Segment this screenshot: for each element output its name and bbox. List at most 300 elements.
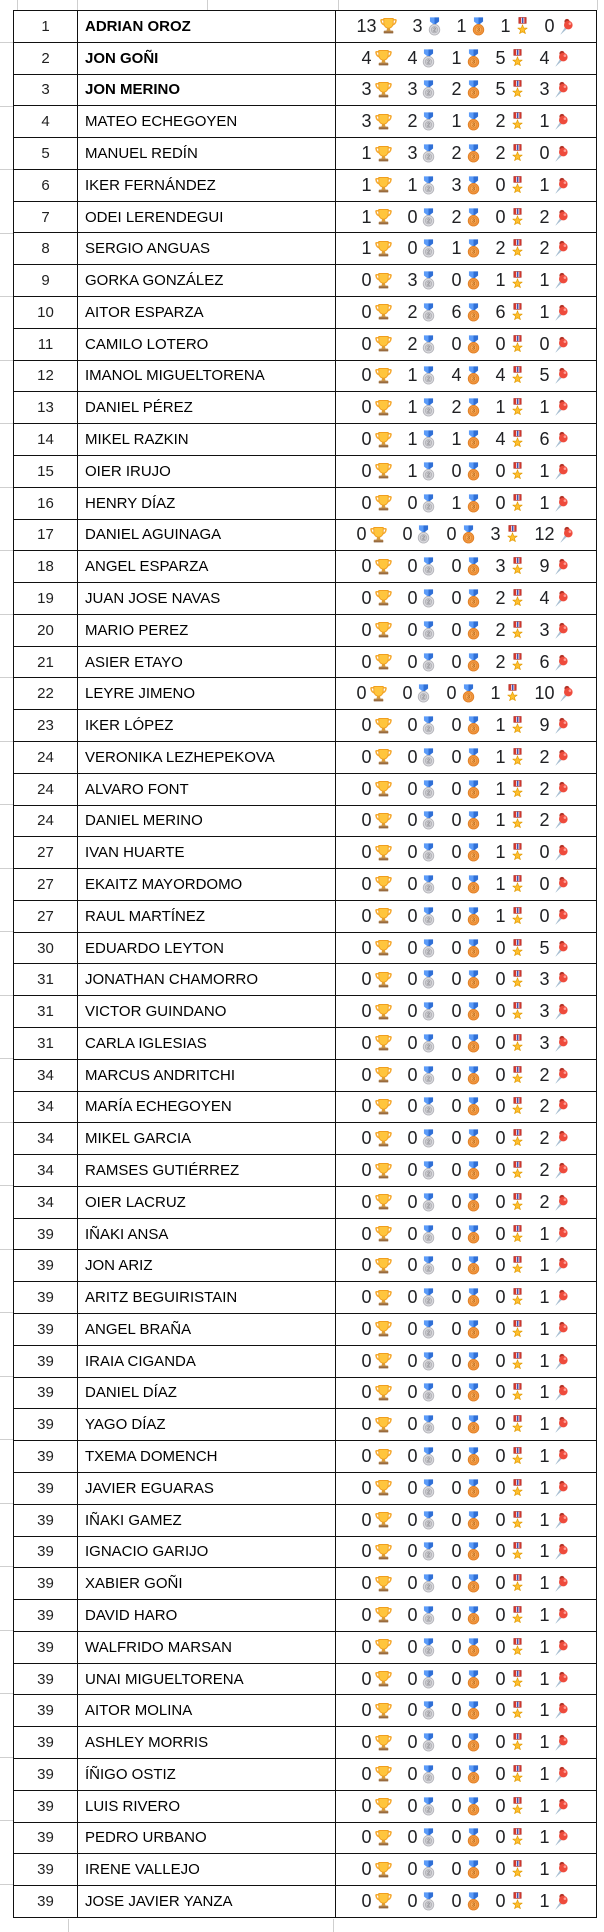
pushpin-icon xyxy=(552,557,571,576)
table-row[interactable] xyxy=(14,1694,596,1726)
rank-cell[interactable]: 39 xyxy=(14,1759,78,1790)
name-cell[interactable]: JON ARIZ xyxy=(78,1250,336,1281)
stat-value: 0 xyxy=(451,842,462,863)
stats-cell[interactable] xyxy=(336,710,596,741)
table-row[interactable] xyxy=(14,963,596,995)
name-cell[interactable]: MARÍA ECHEGOYEN xyxy=(78,1092,336,1123)
rank-cell[interactable]: 15 xyxy=(14,456,78,487)
stat-value: 0 xyxy=(451,1382,462,1403)
name-cell[interactable]: IÑAKI GAMEZ xyxy=(78,1505,336,1536)
table-row[interactable] xyxy=(14,1790,596,1822)
name-cell[interactable]: LEYRE JIMENO xyxy=(78,678,336,709)
name-cell[interactable]: UNAI MIGUELTORENA xyxy=(78,1664,336,1695)
rank-cell[interactable]: 27 xyxy=(14,869,78,900)
stat-pair xyxy=(407,334,438,355)
stat-value: 0 xyxy=(495,174,506,195)
name-cell[interactable]: EDUARDO LEYTON xyxy=(78,933,336,964)
name-cell[interactable]: IKER LÓPEZ xyxy=(78,710,336,741)
name-cell[interactable]: SERGIO ANGUAS xyxy=(78,233,336,264)
rank-cell[interactable]: 39 xyxy=(14,1346,78,1377)
rank-cell[interactable]: 39 xyxy=(14,1473,78,1504)
table-row[interactable] xyxy=(14,201,596,233)
stats-cell[interactable] xyxy=(336,329,596,360)
stats-cell[interactable] xyxy=(336,806,596,837)
rank-cell[interactable]: 27 xyxy=(14,901,78,932)
rank-cell[interactable]: 24 xyxy=(14,774,78,805)
stat-value: 0 xyxy=(451,937,462,958)
silver-medal-icon xyxy=(419,1002,438,1021)
stats-cell[interactable] xyxy=(336,1727,596,1758)
name-cell[interactable]: HENRY DÍAZ xyxy=(78,488,336,519)
name-cell[interactable]: MIKEL GARCIA xyxy=(78,1123,336,1154)
table-row[interactable] xyxy=(14,296,596,328)
stats-cell[interactable] xyxy=(336,43,596,74)
rank-cell[interactable]: 24 xyxy=(14,742,78,773)
rank-cell[interactable]: 39 xyxy=(14,1886,78,1917)
stats-cell[interactable] xyxy=(336,1886,596,1917)
stats-cell[interactable] xyxy=(336,297,596,328)
rank-cell[interactable]: 9 xyxy=(14,265,78,296)
table-row[interactable] xyxy=(14,105,596,137)
military-medal-icon xyxy=(508,907,527,926)
stats-cell[interactable] xyxy=(336,1028,596,1059)
stats-cell[interactable] xyxy=(336,1060,596,1091)
stat-pair xyxy=(496,1859,527,1880)
table-row[interactable] xyxy=(14,1853,596,1885)
stats-cell[interactable] xyxy=(336,1473,596,1504)
stats-cell[interactable] xyxy=(336,1664,596,1695)
rank-cell[interactable]: 34 xyxy=(14,1060,78,1091)
stats-cell[interactable] xyxy=(336,551,596,582)
name-cell[interactable]: JUAN JOSE NAVAS xyxy=(78,583,336,614)
table-row[interactable] xyxy=(14,1186,596,1218)
stat-pair xyxy=(361,365,394,386)
name-cell[interactable]: ASHLEY MORRIS xyxy=(78,1727,336,1758)
stats-cell[interactable] xyxy=(336,1219,596,1250)
stats-cell[interactable] xyxy=(336,1187,596,1218)
name-cell[interactable]: XABIER GOÑI xyxy=(78,1568,336,1599)
stats-cell[interactable] xyxy=(336,75,596,106)
gridline xyxy=(0,550,13,551)
stat-pair xyxy=(540,48,571,69)
stats-cell[interactable] xyxy=(336,1282,596,1313)
stats-cell[interactable] xyxy=(336,233,596,264)
name-cell[interactable]: DANIEL MERINO xyxy=(78,806,336,837)
table-row[interactable] xyxy=(14,232,596,264)
rank-cell[interactable]: 31 xyxy=(14,964,78,995)
table-row[interactable] xyxy=(14,1154,596,1186)
rank-cell[interactable]: 39 xyxy=(14,1282,78,1313)
name-cell[interactable]: JAVIER EGUARAS xyxy=(78,1473,336,1504)
table-row[interactable] xyxy=(14,328,596,360)
gridline xyxy=(0,1249,13,1250)
rank-cell[interactable]: 39 xyxy=(14,1632,78,1663)
stats-cell[interactable] xyxy=(336,1314,596,1345)
rank-cell[interactable]: 6 xyxy=(14,170,78,201)
silver-medal-icon xyxy=(419,811,438,830)
name-cell[interactable]: YAGO DÍAZ xyxy=(78,1409,336,1440)
stat-value: 1 xyxy=(451,429,462,450)
trophy-icon xyxy=(373,398,394,418)
stats-cell[interactable] xyxy=(336,424,596,455)
name-cell[interactable]: OIER IRUJO xyxy=(78,456,336,487)
rank-cell[interactable]: 39 xyxy=(14,1727,78,1758)
stat-value: 2 xyxy=(495,619,506,640)
silver-medal-icon xyxy=(419,875,438,894)
rank-cell[interactable]: 16 xyxy=(14,488,78,519)
stats-cell[interactable] xyxy=(336,901,596,932)
stat-pair xyxy=(496,207,527,228)
table-row[interactable] xyxy=(14,1408,596,1440)
stats-cell[interactable] xyxy=(336,138,596,169)
rank-cell[interactable]: 39 xyxy=(14,1409,78,1440)
stat-pair xyxy=(407,1605,438,1626)
stats-cell[interactable] xyxy=(336,1537,596,1568)
stats-cell[interactable] xyxy=(336,1759,596,1790)
stats-cell[interactable] xyxy=(336,1378,596,1409)
stats-cell[interactable] xyxy=(336,202,596,233)
table-row[interactable] xyxy=(14,1059,596,1091)
table-row[interactable] xyxy=(14,741,596,773)
stats-cell[interactable] xyxy=(336,742,596,773)
table-row[interactable] xyxy=(14,582,596,614)
table-row[interactable] xyxy=(14,1281,596,1313)
stat-pair xyxy=(451,207,482,228)
stat-pair xyxy=(407,1001,438,1022)
name-cell[interactable]: JONATHAN CHAMORRO xyxy=(78,964,336,995)
stats-cell[interactable] xyxy=(336,1600,596,1631)
rank-cell[interactable]: 31 xyxy=(14,996,78,1027)
name-cell[interactable]: ARITZ BEGUIRISTAIN xyxy=(78,1282,336,1313)
stat-pair xyxy=(540,1065,571,1086)
military-medal-icon xyxy=(508,1733,527,1752)
table-row[interactable] xyxy=(14,932,596,964)
table-row[interactable] xyxy=(14,900,596,932)
table-row[interactable] xyxy=(14,137,596,169)
rank-cell[interactable]: 39 xyxy=(14,1791,78,1822)
rank-cell[interactable]: 39 xyxy=(14,1314,78,1345)
table-row[interactable] xyxy=(14,42,596,74)
name-cell[interactable]: CAMILO LOTERO xyxy=(78,329,336,360)
pushpin-icon xyxy=(552,462,571,481)
stat-pair xyxy=(496,906,527,927)
rank-cell[interactable]: 30 xyxy=(14,933,78,964)
table-row[interactable] xyxy=(14,519,596,551)
rank-cell[interactable]: 39 xyxy=(14,1568,78,1599)
rank-cell[interactable]: 11 xyxy=(14,329,78,360)
stats-cell[interactable] xyxy=(336,456,596,487)
bronze-medal-icon xyxy=(464,1320,483,1339)
rank-cell[interactable]: 34 xyxy=(14,1123,78,1154)
name-cell[interactable]: IKER FERNÁNDEZ xyxy=(78,170,336,201)
military-medal-icon xyxy=(508,1765,527,1784)
name-cell[interactable]: ADRIAN OROZ xyxy=(78,11,336,42)
name-cell[interactable]: ALVARO FONT xyxy=(78,774,336,805)
name-cell[interactable]: TXEMA DOMENCH xyxy=(78,1441,336,1472)
name-cell[interactable]: PEDRO URBANO xyxy=(78,1823,336,1854)
stats-cell[interactable] xyxy=(336,647,596,678)
table-row[interactable] xyxy=(14,868,596,900)
stats-cell[interactable] xyxy=(336,583,596,614)
table-row[interactable] xyxy=(14,11,596,42)
stat-value: 1 xyxy=(539,1795,550,1816)
name-cell[interactable]: CARLA IGLESIAS xyxy=(78,1028,336,1059)
table-row[interactable] xyxy=(14,169,596,201)
stat-pair xyxy=(361,1096,394,1117)
name-cell[interactable]: AITOR ESPARZA xyxy=(78,297,336,328)
table-row[interactable] xyxy=(14,1472,596,1504)
table-row[interactable] xyxy=(14,264,596,296)
table-row[interactable] xyxy=(14,1822,596,1854)
table-row[interactable] xyxy=(14,74,596,106)
table-row[interactable] xyxy=(14,1758,596,1790)
table-row[interactable] xyxy=(14,1885,596,1917)
name-cell[interactable]: ODEI LERENDEGUI xyxy=(78,202,336,233)
table-row[interactable] xyxy=(14,1440,596,1472)
name-cell[interactable]: DANIEL DÍAZ xyxy=(78,1378,336,1409)
rank-cell[interactable]: 39 xyxy=(14,1505,78,1536)
stats-cell[interactable] xyxy=(336,678,596,709)
stats-cell[interactable] xyxy=(336,392,596,423)
stats-cell[interactable] xyxy=(336,1791,596,1822)
stat-pair xyxy=(361,1510,394,1531)
rank-cell[interactable]: 19 xyxy=(14,583,78,614)
name-cell[interactable]: ÍÑIGO OSTIZ xyxy=(78,1759,336,1790)
rank-cell[interactable]: 23 xyxy=(14,710,78,741)
name-cell[interactable]: WALFRIDO MARSAN xyxy=(78,1632,336,1663)
name-cell[interactable]: IVAN HUARTE xyxy=(78,837,336,868)
name-cell[interactable]: JOSE JAVIER YANZA xyxy=(78,1886,336,1917)
stats-cell[interactable] xyxy=(336,488,596,519)
stat-pair xyxy=(407,1669,438,1690)
stat-value: 0 xyxy=(361,1191,372,1212)
stats-cell[interactable] xyxy=(336,1568,596,1599)
stats-cell[interactable] xyxy=(336,106,596,137)
stats-cell[interactable] xyxy=(336,1092,596,1123)
rank-cell[interactable]: 13 xyxy=(14,392,78,423)
bronze-medal-icon xyxy=(464,303,483,322)
name-cell[interactable]: JON MERINO xyxy=(78,75,336,106)
table-row[interactable] xyxy=(14,1313,596,1345)
name-cell[interactable]: MATEO ECHEGOYEN xyxy=(78,106,336,137)
rank-cell[interactable]: 12 xyxy=(14,361,78,392)
rank-cell[interactable]: 39 xyxy=(14,1537,78,1568)
table-row[interactable] xyxy=(14,646,596,678)
rank-cell[interactable]: 3 xyxy=(14,75,78,106)
name-cell[interactable]: MANUEL REDÍN xyxy=(78,138,336,169)
stats-cell[interactable] xyxy=(336,615,596,646)
stat-pair xyxy=(496,1605,527,1626)
stat-value: 2 xyxy=(495,111,506,132)
name-cell[interactable]: DAVID HARO xyxy=(78,1600,336,1631)
name-cell[interactable]: AITOR MOLINA xyxy=(78,1695,336,1726)
stats-cell[interactable] xyxy=(336,1505,596,1536)
name-cell[interactable]: RAMSES GUTIÉRREZ xyxy=(78,1155,336,1186)
rank-cell[interactable]: 39 xyxy=(14,1695,78,1726)
table-row[interactable] xyxy=(14,614,596,646)
rank-cell[interactable]: 34 xyxy=(14,1155,78,1186)
stat-pair xyxy=(496,1891,527,1912)
trophy-icon xyxy=(373,302,394,322)
rank-cell[interactable]: 39 xyxy=(14,1600,78,1631)
rank-cell[interactable]: 4 xyxy=(14,106,78,137)
table-row[interactable] xyxy=(14,709,596,741)
table-row[interactable] xyxy=(14,995,596,1027)
table-row[interactable] xyxy=(14,360,596,392)
table-row[interactable] xyxy=(14,773,596,805)
table-row[interactable] xyxy=(14,550,596,582)
military-medal-icon xyxy=(508,1701,527,1720)
rank-cell[interactable]: 39 xyxy=(14,1664,78,1695)
stats-cell[interactable] xyxy=(336,170,596,201)
stats-cell[interactable] xyxy=(336,1441,596,1472)
stats-cell[interactable] xyxy=(336,837,596,868)
rank-cell[interactable]: 7 xyxy=(14,202,78,233)
name-cell[interactable]: OIER LACRUZ xyxy=(78,1187,336,1218)
name-cell[interactable]: VERONIKA LEZHEPEKOVA xyxy=(78,742,336,773)
table-row[interactable] xyxy=(14,1122,596,1154)
table-row[interactable] xyxy=(14,1377,596,1409)
stat-value: 2 xyxy=(539,810,550,831)
table-row[interactable] xyxy=(14,1027,596,1059)
name-cell[interactable]: MIKEL RAZKIN xyxy=(78,424,336,455)
rank-cell[interactable]: 39 xyxy=(14,1250,78,1281)
rank-cell[interactable]: 21 xyxy=(14,647,78,678)
stats-cell[interactable] xyxy=(336,265,596,296)
stat-value: 0 xyxy=(451,1795,462,1816)
stat-value: 0 xyxy=(495,937,506,958)
name-cell[interactable]: IÑAKI ANSA xyxy=(78,1219,336,1250)
stat-value: 2 xyxy=(407,111,418,132)
stat-pair xyxy=(451,1128,482,1149)
rank-cell[interactable]: 39 xyxy=(14,1823,78,1854)
name-cell[interactable]: IRAIA CIGANDA xyxy=(78,1346,336,1377)
rank-cell[interactable]: 1 xyxy=(14,11,78,42)
name-cell[interactable]: IGNACIO GARIJO xyxy=(78,1537,336,1568)
table-row[interactable] xyxy=(14,1249,596,1281)
name-cell[interactable]: ANGEL ESPARZA xyxy=(78,551,336,582)
stats-cell[interactable] xyxy=(336,1632,596,1663)
rank-cell[interactable]: 2 xyxy=(14,43,78,74)
rank-cell[interactable]: 34 xyxy=(14,1187,78,1218)
stats-cell[interactable] xyxy=(336,869,596,900)
stats-cell[interactable] xyxy=(336,1250,596,1281)
name-cell[interactable]: IRENE VALLEJO xyxy=(78,1854,336,1885)
silver-medal-icon xyxy=(419,1066,438,1085)
stats-cell[interactable] xyxy=(336,774,596,805)
table-row[interactable] xyxy=(14,1091,596,1123)
stats-cell[interactable] xyxy=(336,996,596,1027)
rank-cell[interactable]: 27 xyxy=(14,837,78,868)
rank-cell[interactable]: 39 xyxy=(14,1378,78,1409)
rank-cell[interactable]: 14 xyxy=(14,424,78,455)
name-cell[interactable]: MARCUS ANDRITCHI xyxy=(78,1060,336,1091)
stats-cell[interactable] xyxy=(336,933,596,964)
pushpin-icon xyxy=(552,875,571,894)
table-row[interactable] xyxy=(14,1599,596,1631)
rank-cell[interactable]: 18 xyxy=(14,551,78,582)
name-cell[interactable]: DANIEL PÉREZ xyxy=(78,392,336,423)
stats-cell[interactable] xyxy=(336,1155,596,1186)
rank-cell[interactable]: 22 xyxy=(14,678,78,709)
stats-cell[interactable] xyxy=(336,964,596,995)
name-cell[interactable]: ANGEL BRAÑA xyxy=(78,1314,336,1345)
rank-cell[interactable]: 10 xyxy=(14,297,78,328)
name-cell[interactable]: DANIEL AGUINAGA xyxy=(78,520,336,551)
stat-pair xyxy=(361,652,394,673)
name-cell[interactable]: MARIO PEREZ xyxy=(78,615,336,646)
rank-cell[interactable]: 24 xyxy=(14,806,78,837)
stat-value: 0 xyxy=(407,1668,418,1689)
military-medal-icon xyxy=(508,144,527,163)
table-row[interactable] xyxy=(14,1218,596,1250)
stat-pair xyxy=(540,1351,571,1372)
stats-cell[interactable] xyxy=(336,1409,596,1440)
table-row[interactable] xyxy=(14,391,596,423)
table-row[interactable] xyxy=(14,1345,596,1377)
name-cell[interactable]: JON GOÑI xyxy=(78,43,336,74)
table-row[interactable] xyxy=(14,1536,596,1568)
stat-pair xyxy=(457,16,488,37)
stats-cell[interactable] xyxy=(336,11,596,42)
name-cell[interactable]: GORKA GONZÁLEZ xyxy=(78,265,336,296)
stats-cell[interactable] xyxy=(336,1123,596,1154)
name-cell[interactable]: RAUL MARTÍNEZ xyxy=(78,901,336,932)
stats-cell[interactable] xyxy=(336,1695,596,1726)
table-row[interactable] xyxy=(14,1631,596,1663)
stats-cell[interactable] xyxy=(336,1823,596,1854)
stat-value: 1 xyxy=(539,1541,550,1562)
stats-cell[interactable] xyxy=(336,1346,596,1377)
name-cell[interactable]: VICTOR GUINDANO xyxy=(78,996,336,1027)
rank-cell[interactable]: 39 xyxy=(14,1219,78,1250)
table-row[interactable] xyxy=(14,487,596,519)
stat-value: 5 xyxy=(495,47,506,68)
rank-cell[interactable]: 34 xyxy=(14,1092,78,1123)
stat-value: 0 xyxy=(539,143,550,164)
gridline xyxy=(0,1566,13,1567)
name-cell[interactable]: IMANOL MIGUELTORENA xyxy=(78,361,336,392)
rank-cell[interactable]: 17 xyxy=(14,520,78,551)
rank-cell[interactable]: 39 xyxy=(14,1441,78,1472)
name-cell[interactable]: ASIER ETAYO xyxy=(78,647,336,678)
table-row[interactable] xyxy=(14,1504,596,1536)
rank-cell[interactable]: 8 xyxy=(14,233,78,264)
table-row[interactable] xyxy=(14,1726,596,1758)
stats-cell[interactable] xyxy=(336,520,596,551)
table-row[interactable] xyxy=(14,423,596,455)
rank-cell[interactable]: 20 xyxy=(14,615,78,646)
name-cell[interactable]: LUIS RIVERO xyxy=(78,1791,336,1822)
name-cell[interactable]: EKAITZ MAYORDOMO xyxy=(78,869,336,900)
table-row[interactable] xyxy=(14,836,596,868)
stat-pair xyxy=(540,1414,571,1435)
rank-cell[interactable]: 5 xyxy=(14,138,78,169)
trophy-icon xyxy=(373,620,394,640)
table-row[interactable] xyxy=(14,1567,596,1599)
table-row[interactable] xyxy=(14,805,596,837)
pushpin-icon xyxy=(552,144,571,163)
table-row[interactable] xyxy=(14,677,596,709)
stat-pair xyxy=(496,1033,527,1054)
rank-cell[interactable]: 31 xyxy=(14,1028,78,1059)
stats-cell[interactable] xyxy=(336,361,596,392)
stat-pair xyxy=(451,1827,482,1848)
stats-cell[interactable] xyxy=(336,1854,596,1885)
table-row[interactable] xyxy=(14,1663,596,1695)
table-row[interactable] xyxy=(14,455,596,487)
rank-cell[interactable]: 39 xyxy=(14,1854,78,1885)
